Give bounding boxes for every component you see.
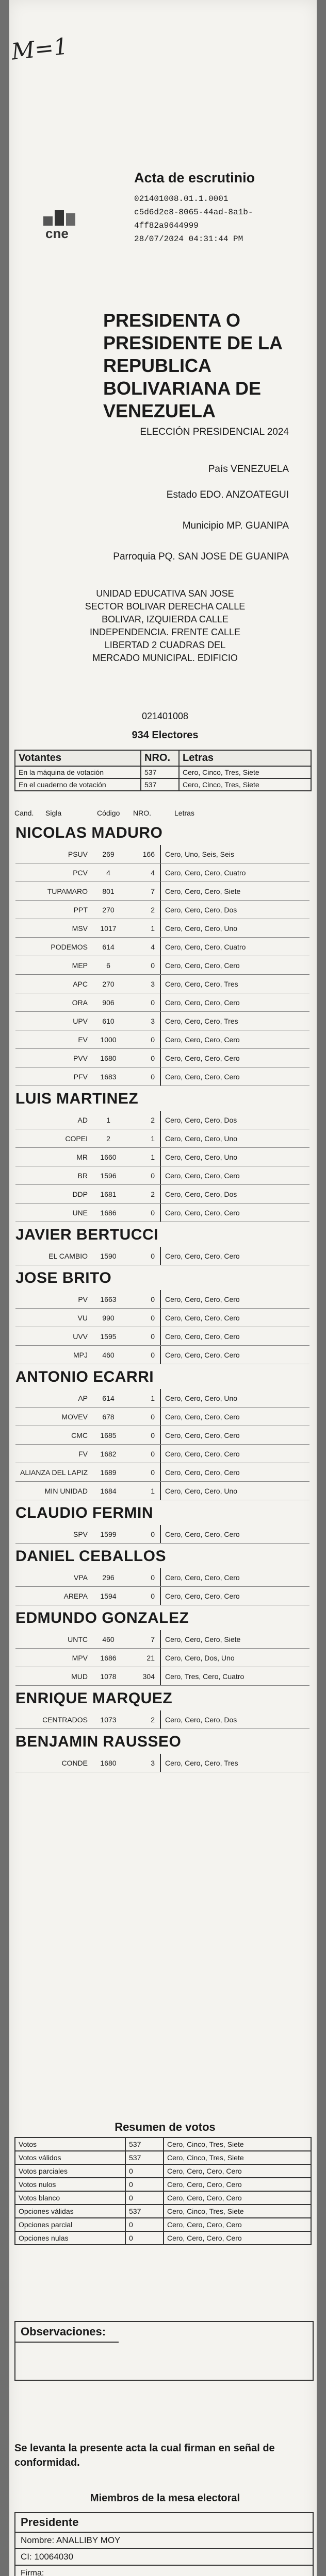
party-code: 801 — [102, 887, 115, 895]
party-row — [15, 1568, 309, 1587]
member-ci: CI: 10064030 — [15, 2549, 313, 2566]
party-code: 1680 — [100, 1054, 117, 1062]
party-votes: 2 — [151, 1116, 155, 1124]
municipality-label: Municipio MP. GUANIPA — [182, 520, 289, 531]
candidate-table-header — [14, 809, 312, 817]
party-votes-words: Cero, Cero, Cero, Cero — [160, 1346, 309, 1364]
party-votes: 4 — [151, 943, 155, 951]
party-votes: 0 — [151, 1172, 155, 1180]
party-row — [15, 901, 309, 919]
party-row — [15, 1525, 309, 1544]
party-votes-words: Cero, Cero, Cero, Cero — [160, 1463, 309, 1482]
letras-header: Letras — [179, 750, 311, 766]
votantes-header: Votantes — [15, 750, 141, 766]
party-sigla: TUPAMARO — [47, 887, 88, 895]
party-votes: 0 — [151, 1252, 155, 1260]
party-votes-words: Cero, Cero, Cero, Cero — [160, 1587, 309, 1605]
party-code: 1685 — [100, 1431, 117, 1439]
party-votes: 0 — [151, 961, 155, 970]
cne-logo — [41, 206, 83, 247]
cell: En la máquina de votación — [15, 766, 141, 778]
address-line: BOLIVAR, IZQUIERDA CALLE — [102, 614, 229, 624]
resumen-title: Resumen de votos — [115, 2121, 216, 2133]
table-row — [15, 778, 311, 791]
resumen-row — [15, 2231, 311, 2245]
party-code: 610 — [102, 1017, 115, 1025]
row-divider — [15, 1728, 309, 1729]
party-row — [15, 1012, 309, 1030]
party-votes-words: Cero, Cero, Cero, Uno — [160, 1129, 309, 1148]
party-votes-words: Cero, Cero, Cero, Cero — [160, 1247, 309, 1265]
resumen-cell: Cero, Cinco, Tres, Siete — [164, 2138, 311, 2151]
svg-text:cne: cne — [45, 226, 69, 241]
resumen-cell: 0 — [125, 2164, 164, 2178]
member-box — [14, 2512, 314, 2576]
party-code: 1000 — [100, 1036, 117, 1044]
party-votes: 1 — [151, 924, 155, 933]
party-votes-words: Cero, Cero, Cero, Cero — [160, 1309, 309, 1327]
party-code: 460 — [102, 1635, 115, 1643]
party-sigla: PFV — [73, 1073, 88, 1081]
resumen-cell: 537 — [125, 2138, 164, 2151]
party-row — [15, 1463, 309, 1482]
party-row — [15, 1166, 309, 1185]
party-code: 1684 — [100, 1487, 117, 1495]
acta-datetime: 28/07/2024 04:31:44 PM — [134, 234, 243, 244]
party-row — [15, 1309, 309, 1327]
party-votes-words: Cero, Cero, Cero, Cero — [160, 1568, 309, 1587]
acta-title: Acta de escrutinio — [134, 170, 255, 185]
party-code: 6 — [106, 961, 110, 970]
resumen-row — [15, 2138, 311, 2151]
candidate-name: ANTONIO ECARRI — [15, 1368, 154, 1385]
party-sigla: MR — [76, 1153, 88, 1161]
party-votes-words: Cero, Cero, Cero, Tres — [160, 1754, 309, 1772]
resumen-row — [15, 2205, 311, 2218]
party-row — [15, 1049, 309, 1067]
party-votes: 1 — [151, 1134, 155, 1143]
party-row — [15, 1327, 309, 1346]
party-row — [15, 1290, 309, 1309]
party-row — [15, 1204, 309, 1222]
party-votes-words: Cero, Cero, Cero, Cuatro — [160, 863, 309, 882]
resumen-cell: Cero, Cero, Cero, Cero — [164, 2178, 311, 2191]
party-sigla: CONDE — [61, 1759, 88, 1767]
party-row — [15, 845, 309, 863]
party-votes: 7 — [151, 1635, 155, 1643]
party-votes-words: Cero, Cero, Cero, Uno — [160, 1389, 309, 1408]
resumen-cell: Cero, Cero, Cero, Cero — [164, 2218, 311, 2231]
address-line: LIBERTAD 2 CUADRAS DEL — [104, 640, 226, 650]
party-sigla: EL CAMBIO — [48, 1252, 88, 1260]
candidate-name: LUIS MARTINEZ — [15, 1090, 139, 1107]
party-sigla: VU — [77, 1314, 88, 1322]
party-votes: 0 — [151, 1530, 155, 1538]
candidate-name: EDMUNDO GONZALEZ — [15, 1609, 189, 1626]
party-code: 1686 — [100, 1209, 117, 1217]
resumen-cell: Votos nulos — [15, 2178, 125, 2191]
resumen-cell: Cero, Cero, Cero, Cero — [164, 2191, 311, 2205]
candidate-name: CLAUDIO FERMIN — [15, 1504, 153, 1521]
party-votes: 4 — [151, 869, 155, 877]
party-row — [15, 1667, 309, 1686]
votantes-table — [14, 750, 312, 791]
resumen-cell: Votos blanco — [15, 2191, 125, 2205]
candidate-name: DANIEL CEBALLOS — [15, 1548, 166, 1565]
control-number: 021401008 — [141, 711, 189, 721]
party-votes-words: Cero, Cero, Cero, Cero — [160, 1426, 309, 1445]
party-votes-words: Cero, Cero, Cero, Uno — [160, 919, 309, 938]
party-votes: 3 — [151, 1017, 155, 1025]
party-votes-words: Cero, Cero, Cero, Dos — [160, 1111, 309, 1129]
party-votes: 0 — [151, 1431, 155, 1439]
party-votes-words: Cero, Cero, Cero, Siete — [160, 882, 309, 901]
party-sigla: UNE — [72, 1209, 88, 1217]
party-code: 270 — [102, 980, 115, 988]
state-label: Estado EDO. ANZOATEGUI — [166, 489, 289, 500]
party-votes: 0 — [151, 998, 155, 1007]
party-code: 1595 — [100, 1332, 117, 1341]
party-row — [15, 1389, 309, 1408]
party-row — [15, 1346, 309, 1364]
member-firma-label: Firma: — [21, 2569, 44, 2576]
party-votes: 3 — [151, 1759, 155, 1767]
party-sigla: PV — [78, 1295, 88, 1303]
resumen-row — [15, 2218, 311, 2231]
party-code: 1663 — [100, 1295, 117, 1303]
nro-header: NRO. — [141, 750, 179, 766]
party-row — [15, 882, 309, 901]
party-sigla: CMC — [71, 1431, 88, 1439]
row-divider — [15, 1543, 309, 1544]
resumen-row — [15, 2164, 311, 2178]
observaciones-box — [14, 2321, 314, 2381]
acta-hash-2: 4ff82a9644999 — [134, 221, 199, 230]
candidate-name: ENRIQUE MARQUEZ — [15, 1690, 173, 1707]
address-line: MERCADO MUNICIPAL. EDIFICIO — [92, 653, 238, 663]
party-votes-words: Cero, Cero, Dos, Uno — [160, 1649, 309, 1667]
party-sigla: AREPA — [63, 1592, 88, 1600]
party-sigla: MOVEV — [61, 1413, 88, 1421]
party-votes: 0 — [151, 1073, 155, 1081]
resumen-row — [15, 2178, 311, 2191]
party-sigla: AP — [78, 1394, 88, 1402]
party-sigla: AD — [77, 1116, 88, 1124]
resumen-cell: 0 — [125, 2231, 164, 2245]
party-votes: 1 — [151, 1153, 155, 1161]
party-row — [15, 938, 309, 956]
party-code: 1682 — [100, 1450, 117, 1458]
party-votes-words: Cero, Cero, Cero, Cuatro — [160, 938, 309, 956]
address-line: SECTOR BOLIVAR DERECHA CALLE — [85, 601, 246, 612]
party-votes-words: Cero, Cero, Cero, Dos — [160, 901, 309, 919]
acta-hash-1: c5d6d2e8-8065-44ad-8a1b- — [134, 208, 253, 217]
party-votes-words: Cero, Cero, Cero, Cero — [160, 1327, 309, 1346]
candidate-name: NICOLAS MADURO — [15, 824, 163, 841]
party-votes: 0 — [151, 1573, 155, 1582]
party-votes: 2 — [151, 906, 155, 914]
party-row — [15, 1148, 309, 1166]
address-line: INDEPENDENCIA. FRENTE CALLE — [89, 627, 241, 637]
party-sigla: EV — [78, 1036, 88, 1044]
party-row — [15, 1408, 309, 1426]
party-code: 1594 — [100, 1592, 117, 1600]
election-title: PRESIDENTA O PRESIDENTE DE LA REPUBLICA BOLIVARIANA DE VENEZUELA — [103, 310, 282, 421]
party-votes-words: Cero, Cero, Cero, Cero — [160, 1204, 309, 1222]
party-votes: 2 — [151, 1190, 155, 1198]
party-votes-words: Cero, Cero, Cero, Uno — [160, 1482, 309, 1500]
party-row — [15, 1426, 309, 1445]
voting-center-address — [31, 587, 299, 665]
party-votes: 0 — [151, 1295, 155, 1303]
party-code: 1599 — [100, 1530, 117, 1538]
resumen-cell: 0 — [125, 2191, 164, 2205]
party-code: 4 — [106, 869, 110, 877]
party-row — [15, 1649, 309, 1667]
party-votes: 166 — [142, 850, 155, 858]
party-row — [15, 993, 309, 1012]
country-label: País VENEZUELA — [208, 464, 289, 474]
party-sigla: MUD — [71, 1672, 88, 1681]
party-row — [15, 1129, 309, 1148]
party-votes-words: Cero, Cero, Cero, Cero — [160, 1525, 309, 1544]
resumen-cell: Votos parciales — [15, 2164, 125, 2178]
cell: 537 — [141, 778, 179, 791]
party-sigla: BR — [77, 1172, 88, 1180]
candidate-name: BENJAMIN RAUSSEO — [15, 1733, 182, 1750]
address-line: UNIDAD EDUCATIVA SAN JOSE — [96, 588, 234, 599]
table-row — [15, 766, 311, 778]
member-name: Nombre: ANALLIBY MOY — [15, 2533, 313, 2549]
party-votes: 21 — [146, 1654, 155, 1662]
party-votes-words: Cero, Cero, Cero, Dos — [160, 1710, 309, 1729]
party-row — [15, 956, 309, 975]
party-row — [15, 1754, 309, 1772]
party-code: 1590 — [100, 1252, 117, 1260]
party-votes-words: Cero, Cero, Cero, Cero — [160, 1408, 309, 1426]
resumen-cell: Votos — [15, 2138, 125, 2151]
party-sigla: DDP — [72, 1190, 88, 1198]
party-votes-words: Cero, Cero, Cero, Cero — [160, 1067, 309, 1086]
party-votes-words: Cero, Cero, Cero, Uno — [160, 1148, 309, 1166]
resumen-cell: Cero, Cinco, Tres, Siete — [164, 2151, 311, 2164]
party-sigla: SPV — [73, 1530, 88, 1538]
party-code: 1078 — [100, 1672, 117, 1681]
party-sigla: MIN UNIDAD — [44, 1487, 88, 1495]
party-row — [15, 1445, 309, 1463]
party-votes: 1 — [151, 1394, 155, 1402]
party-code: 1689 — [100, 1468, 117, 1477]
party-code: 678 — [102, 1413, 115, 1421]
party-code: 990 — [102, 1314, 115, 1322]
party-code: 906 — [102, 998, 115, 1007]
party-votes-words: Cero, Uno, Seis, Seis — [160, 845, 309, 863]
resumen-cell: 537 — [125, 2151, 164, 2164]
party-votes: 0 — [151, 1209, 155, 1217]
resumen-cell: Cero, Cero, Cero, Cero — [164, 2164, 311, 2178]
party-code: 296 — [102, 1573, 115, 1582]
resumen-table — [14, 2137, 312, 2245]
party-votes-words: Cero, Cero, Cero, Cero — [160, 1049, 309, 1067]
party-row — [15, 1067, 309, 1086]
party-sigla: UNTC — [68, 1635, 88, 1643]
party-sigla: PCV — [73, 869, 88, 877]
party-votes: 0 — [151, 1413, 155, 1421]
party-votes-words: Cero, Cero, Cero, Cero — [160, 993, 309, 1012]
handwritten-note: M=1 — [10, 33, 70, 65]
party-sigla: PSUV — [68, 850, 88, 858]
candidate-name: JOSE BRITO — [15, 1269, 112, 1286]
acta-code: 021401008.01.1.0001 — [134, 194, 229, 204]
party-code: 614 — [102, 943, 115, 951]
party-votes: 0 — [151, 1351, 155, 1359]
party-code: 1660 — [100, 1153, 117, 1161]
col-letras: Letras — [174, 809, 194, 817]
cell: Cero, Cinco, Tres, Siete — [179, 778, 311, 791]
candidate-name: JAVIER BERTUCCI — [15, 1226, 158, 1243]
party-code: 269 — [102, 850, 115, 858]
party-votes-words: Cero, Cero, Cero, Tres — [160, 1012, 309, 1030]
party-votes-words: Cero, Cero, Cero, Cero — [160, 1445, 309, 1463]
party-code: 1073 — [100, 1716, 117, 1724]
party-sigla: CENTRADOS — [42, 1716, 88, 1724]
party-row — [15, 1247, 309, 1265]
party-votes: 0 — [151, 1036, 155, 1044]
party-votes: 0 — [151, 1314, 155, 1322]
parish-label: Parroquia PQ. SAN JOSE DE GUANIPA — [113, 551, 289, 562]
party-code: 270 — [102, 906, 115, 914]
resumen-row — [15, 2191, 311, 2205]
party-sigla: PVV — [73, 1054, 88, 1062]
party-row — [15, 1587, 309, 1605]
party-votes: 0 — [151, 1592, 155, 1600]
resumen-cell: Cero, Cinco, Tres, Siete — [164, 2205, 311, 2218]
party-sigla: MPJ — [73, 1351, 88, 1359]
resumen-cell: Opciones parcial — [15, 2218, 125, 2231]
party-votes: 0 — [151, 1332, 155, 1341]
party-votes: 0 — [151, 1450, 155, 1458]
party-row — [15, 1482, 309, 1500]
party-votes: 1 — [151, 1487, 155, 1495]
party-votes-words: Cero, Cero, Cero, Cero — [160, 1290, 309, 1309]
party-code: 1681 — [100, 1190, 117, 1198]
party-code: 1 — [106, 1116, 110, 1124]
party-sigla: MSV — [72, 924, 88, 933]
party-row — [15, 863, 309, 882]
party-votes: 2 — [151, 1716, 155, 1724]
row-divider — [15, 1685, 309, 1686]
party-code: 1596 — [100, 1172, 117, 1180]
resumen-cell: 0 — [125, 2218, 164, 2231]
resumen-row — [15, 2151, 311, 2164]
party-sigla: UVV — [73, 1332, 88, 1341]
acta-header — [134, 170, 304, 246]
resumen-cell: Opciones nulas — [15, 2231, 125, 2245]
party-code: 1683 — [100, 1073, 117, 1081]
party-votes-words: Cero, Tres, Cero, Cuatro — [160, 1667, 309, 1686]
party-row — [15, 919, 309, 938]
party-code: 1680 — [100, 1759, 117, 1767]
party-row — [15, 1185, 309, 1204]
col-sigla: Sigla — [45, 809, 62, 817]
party-votes: 3 — [151, 980, 155, 988]
members-title: Miembros de la mesa electoral — [90, 2493, 240, 2504]
party-row — [15, 975, 309, 993]
party-votes-words: Cero, Cero, Cero, Cero — [160, 1166, 309, 1185]
party-sigla: FV — [78, 1450, 88, 1458]
party-sigla: ORA — [72, 998, 88, 1007]
col-cand: Cand. — [14, 809, 34, 817]
electors-count: 934 Electores — [132, 730, 199, 741]
resumen-cell: Cero, Cero, Cero, Cero — [164, 2231, 311, 2245]
party-row — [15, 1030, 309, 1049]
party-sigla: PODEMOS — [51, 943, 88, 951]
election-name: ELECCIÓN PRESIDENCIAL 2024 — [140, 427, 289, 437]
col-codigo: Código — [97, 809, 120, 817]
cell: En el cuaderno de votación — [15, 778, 141, 791]
party-sigla: MPV — [72, 1654, 88, 1662]
resumen-cell: Opciones válidas — [15, 2205, 125, 2218]
party-votes-words: Cero, Cero, Cero, Cero — [160, 956, 309, 975]
party-sigla: ALIANZA DEL LAPIZ — [20, 1468, 88, 1477]
party-sigla: COPEI — [65, 1134, 88, 1143]
party-votes-words: Cero, Cero, Cero, Cero — [160, 1030, 309, 1049]
cell: 537 — [141, 766, 179, 778]
party-votes: 304 — [142, 1672, 155, 1681]
member-role: Presidente — [15, 2513, 313, 2533]
party-votes: 0 — [151, 1468, 155, 1477]
signature-note: Se levanta la presente acta la cual firman en señal de conformidad. — [14, 2443, 275, 2468]
resumen-cell: Votos válidos — [15, 2151, 125, 2164]
resumen-cell: 537 — [125, 2205, 164, 2218]
observaciones-label: Observaciones: — [15, 2322, 119, 2343]
party-row — [15, 1111, 309, 1129]
party-code: 460 — [102, 1351, 115, 1359]
party-sigla: VPA — [74, 1573, 88, 1582]
party-sigla: MEP — [72, 961, 88, 970]
party-code: 1017 — [100, 924, 117, 933]
party-votes: 0 — [151, 1054, 155, 1062]
party-sigla: PPT — [73, 906, 88, 914]
party-votes-words: Cero, Cero, Cero, Siete — [160, 1630, 309, 1649]
party-votes-words: Cero, Cero, Cero, Dos — [160, 1185, 309, 1204]
col-nro: NRO. — [133, 809, 151, 817]
party-code: 1686 — [100, 1654, 117, 1662]
party-votes-words: Cero, Cero, Cero, Tres — [160, 975, 309, 993]
party-votes: 7 — [151, 887, 155, 895]
party-row — [15, 1630, 309, 1649]
party-row — [15, 1710, 309, 1729]
party-sigla: UPV — [73, 1017, 88, 1025]
party-sigla: APC — [73, 980, 88, 988]
party-code: 2 — [106, 1134, 110, 1143]
cell: Cero, Cinco, Tres, Siete — [179, 766, 311, 778]
resumen-cell: 0 — [125, 2178, 164, 2191]
party-code: 614 — [102, 1394, 115, 1402]
